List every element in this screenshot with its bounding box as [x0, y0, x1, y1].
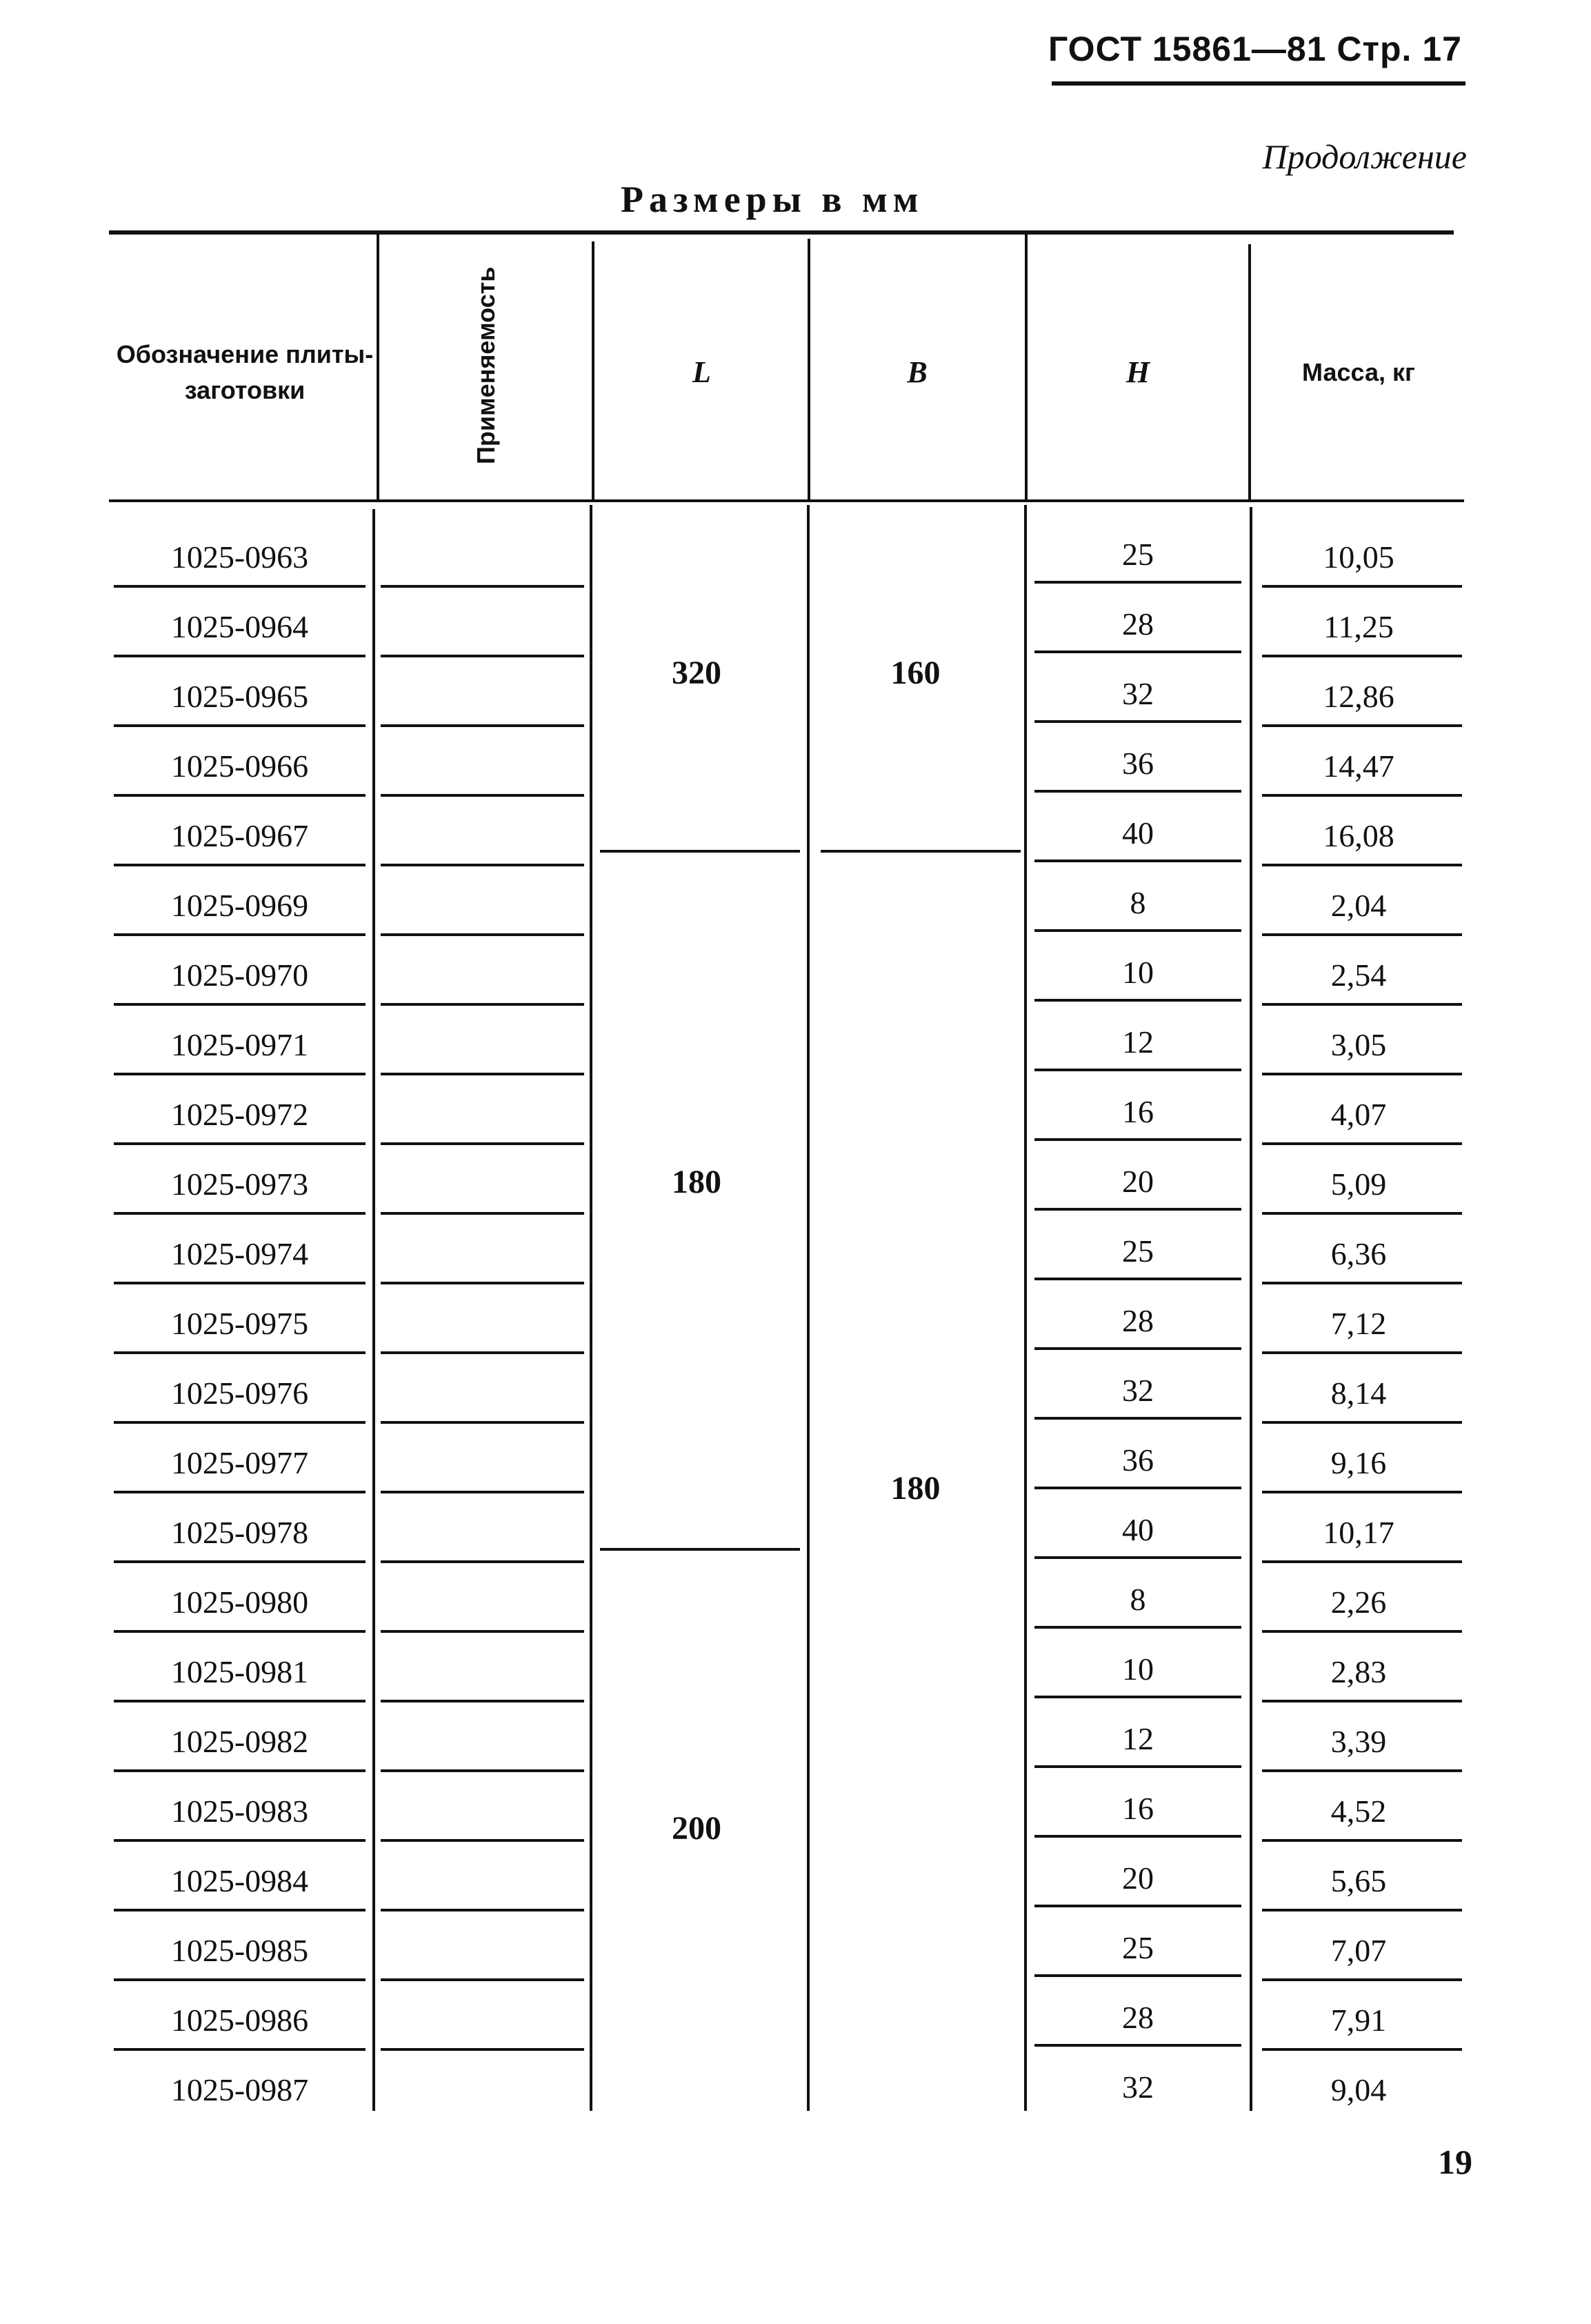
row-rule [1262, 1560, 1462, 1563]
row-designation: 1025-0969 [170, 888, 309, 923]
row-rule [381, 933, 584, 936]
row-mass: 7,07 [1330, 1933, 1387, 1968]
row-H: 25 [1122, 537, 1154, 572]
row-rule [381, 2048, 584, 2051]
row-H: 16 [1122, 1791, 1154, 1826]
row-designation: 1025-0970 [170, 957, 309, 993]
row-H: 32 [1122, 1373, 1154, 1408]
row-rule [1034, 650, 1241, 653]
row-designation: 1025-0981 [170, 1654, 309, 1689]
row-rule [1034, 1556, 1241, 1559]
row-rule [1034, 999, 1241, 1002]
row-rule [114, 1073, 366, 1075]
row-H: 36 [1122, 1442, 1154, 1478]
row-rule [114, 2048, 366, 2051]
row-rule [1262, 933, 1462, 936]
row-designation: 1025-0982 [170, 1724, 309, 1759]
row-designation: 1025-0983 [170, 1794, 309, 1829]
row-rule [1262, 1351, 1462, 1354]
row-rule [381, 864, 584, 866]
row-H: 12 [1122, 1024, 1154, 1060]
row-designation: 1025-0986 [170, 2003, 309, 2038]
group-L-180: 180 [672, 1164, 721, 1200]
row-designation: 1025-0963 [170, 539, 309, 575]
header-B: B [907, 355, 928, 389]
row-designation: 1025-0971 [170, 1027, 309, 1062]
row-rule [114, 794, 366, 797]
row-rule [1262, 1909, 1462, 1911]
row-rule [114, 933, 366, 936]
row-rule [1262, 1491, 1462, 1493]
row-H: 20 [1122, 1860, 1154, 1896]
group-separator [600, 1548, 800, 1551]
group-L-320: 320 [672, 655, 721, 691]
group-separator [821, 850, 1021, 853]
row-H: 28 [1122, 606, 1154, 642]
row-rule [114, 724, 366, 727]
row-rule [114, 1769, 366, 1772]
row-designation: 1025-0984 [170, 1863, 309, 1898]
row-rule [1034, 1347, 1241, 1350]
row-rule [1034, 1626, 1241, 1629]
group-L-200: 200 [672, 1810, 721, 1847]
row-designation: 1025-0974 [170, 1236, 309, 1271]
row-H: 40 [1122, 815, 1154, 851]
row-designation: 1025-0964 [170, 609, 309, 644]
row-rule [1034, 790, 1241, 793]
row-rule [1034, 929, 1241, 932]
row-rule [1034, 1974, 1241, 1977]
row-rule [114, 1560, 366, 1563]
col-divider [1024, 505, 1027, 2111]
row-designation: 1025-0977 [170, 1445, 309, 1480]
row-H: 25 [1122, 1930, 1154, 1965]
row-rule [381, 585, 584, 588]
row-mass: 4,07 [1330, 1097, 1387, 1132]
row-rule [114, 1142, 366, 1145]
row-mass: 10,17 [1323, 1515, 1394, 1550]
row-H: 32 [1122, 2069, 1154, 2105]
row-rule [1034, 1417, 1241, 1420]
row-mass: 5,09 [1330, 1166, 1387, 1202]
row-designation: 1025-0985 [170, 1933, 309, 1968]
row-rule [114, 655, 366, 657]
row-rule [381, 1978, 584, 1981]
row-mass: 2,04 [1330, 888, 1387, 923]
row-rule [114, 1839, 366, 1842]
row-mass: 16,08 [1323, 818, 1394, 853]
header-underline [1052, 81, 1465, 86]
document-header: ГОСТ 15861—81 Стр. 17 [1048, 30, 1462, 68]
row-rule [114, 1909, 366, 1911]
row-mass: 2,83 [1330, 1654, 1387, 1689]
row-rule [1034, 860, 1241, 862]
col-divider [1248, 244, 1251, 501]
row-rule [114, 585, 366, 588]
row-H: 20 [1122, 1164, 1154, 1199]
row-rule [114, 1630, 366, 1633]
row-rule [1262, 1421, 1462, 1424]
row-rule [1262, 585, 1462, 588]
col-divider [590, 505, 592, 2111]
row-mass: 5,65 [1330, 1863, 1387, 1898]
row-H: 12 [1122, 1721, 1154, 1756]
group-separator [600, 850, 800, 853]
row-H: 8 [1130, 1582, 1146, 1617]
row-designation: 1025-0980 [170, 1585, 309, 1620]
header-bottom-rule [109, 499, 1464, 502]
row-rule [1262, 1700, 1462, 1702]
group-B-160: 160 [890, 655, 941, 691]
row-rule [1262, 1769, 1462, 1772]
row-mass: 11,25 [1323, 609, 1394, 644]
row-mass: 6,36 [1330, 1236, 1387, 1271]
row-rule [381, 724, 584, 727]
row-rule [114, 864, 366, 866]
row-rule [114, 1282, 366, 1284]
row-H: 16 [1122, 1094, 1154, 1129]
row-H: 36 [1122, 746, 1154, 781]
header-designation: Обозначение плиты-заготовки [116, 340, 374, 404]
row-rule [114, 1978, 366, 1981]
row-rule [1034, 1278, 1241, 1280]
row-mass: 10,05 [1323, 539, 1394, 575]
row-designation: 1025-0987 [170, 2072, 309, 2107]
col-divider [1025, 235, 1028, 501]
row-rule [114, 1212, 366, 1215]
row-rule [1262, 1073, 1462, 1075]
row-designation: 1025-0973 [170, 1166, 309, 1202]
row-mass: 7,91 [1330, 2003, 1387, 2038]
row-rule [1262, 864, 1462, 866]
row-rule [381, 1630, 584, 1633]
row-rule [1262, 2048, 1462, 2051]
row-rule [114, 1003, 366, 1006]
row-H: 40 [1122, 1512, 1154, 1547]
row-H: 10 [1122, 955, 1154, 990]
row-rule [381, 1560, 584, 1563]
row-rule [1034, 720, 1241, 723]
row-rule [381, 1839, 584, 1842]
row-rule [381, 1282, 584, 1284]
header-applicability [383, 238, 590, 493]
row-mass: 9,04 [1330, 2072, 1387, 2107]
row-rule [381, 1491, 584, 1493]
row-rule [1262, 1839, 1462, 1842]
row-mass: 14,47 [1323, 748, 1394, 784]
row-rule [114, 1351, 366, 1354]
row-mass: 3,05 [1330, 1027, 1387, 1062]
row-H: 28 [1122, 2000, 1154, 2035]
row-rule [381, 1909, 584, 1911]
row-mass: 8,14 [1330, 1375, 1387, 1411]
row-rule [381, 1351, 584, 1354]
row-rule [1034, 1696, 1241, 1698]
header-L: L [692, 355, 711, 389]
header-H: H [1125, 355, 1150, 389]
col-divider [1250, 507, 1252, 2111]
row-rule [1034, 581, 1241, 584]
col-divider [807, 505, 810, 2111]
row-rule [1034, 2044, 1241, 2047]
row-rule [381, 1421, 584, 1424]
continuation-label: Продолжение [1262, 137, 1467, 176]
row-mass: 7,12 [1330, 1306, 1387, 1341]
page-number: 19 [1438, 2143, 1472, 2181]
row-rule [1034, 1487, 1241, 1489]
row-mass: 2,26 [1330, 1585, 1387, 1620]
header-mass: Масса, кг [1302, 358, 1415, 386]
row-rule [1034, 1905, 1241, 1907]
row-designation: 1025-0978 [170, 1515, 309, 1550]
units-caption: Размеры в мм [621, 179, 924, 220]
row-rule [1034, 1138, 1241, 1141]
row-rule [114, 1421, 366, 1424]
col-divider [372, 509, 375, 2111]
row-rule [1262, 655, 1462, 657]
row-rule [1262, 794, 1462, 797]
row-designation: 1025-0972 [170, 1097, 309, 1132]
row-H: 8 [1130, 885, 1146, 920]
row-rule [1262, 1282, 1462, 1284]
row-mass: 3,39 [1330, 1724, 1387, 1759]
row-rule [1262, 1978, 1462, 1981]
row-rule [381, 794, 584, 797]
row-rule [1262, 1142, 1462, 1145]
table-top-rule [109, 230, 1454, 235]
row-rule [381, 1142, 584, 1145]
row-rule [114, 1491, 366, 1493]
group-B-180: 180 [890, 1470, 941, 1507]
row-rule [1034, 1765, 1241, 1768]
row-rule [1262, 724, 1462, 727]
row-mass: 4,52 [1330, 1794, 1387, 1829]
row-rule [381, 655, 584, 657]
row-H: 10 [1122, 1651, 1154, 1687]
row-rule [381, 1769, 584, 1772]
col-divider [592, 241, 594, 501]
row-rule [1034, 1069, 1241, 1071]
col-divider [377, 235, 379, 501]
row-rule [1034, 1208, 1241, 1211]
row-rule [381, 1700, 584, 1702]
row-designation: 1025-0965 [170, 679, 309, 714]
row-designation: 1025-0966 [170, 748, 309, 784]
row-mass: 9,16 [1330, 1445, 1387, 1480]
row-rule [1262, 1003, 1462, 1006]
row-designation: 1025-0975 [170, 1306, 309, 1341]
row-mass: 2,54 [1330, 957, 1387, 993]
row-rule [381, 1003, 584, 1006]
header-applicability-text: Применяемость [472, 266, 500, 464]
row-H: 25 [1122, 1233, 1154, 1269]
row-mass: 12,86 [1323, 679, 1394, 714]
row-rule [381, 1212, 584, 1215]
row-H: 32 [1122, 676, 1154, 711]
col-divider [808, 239, 810, 501]
row-designation: 1025-0967 [170, 818, 309, 853]
row-H: 28 [1122, 1303, 1154, 1338]
row-rule [1262, 1630, 1462, 1633]
row-designation: 1025-0976 [170, 1375, 309, 1411]
row-rule [1034, 1835, 1241, 1838]
row-rule [114, 1700, 366, 1702]
row-rule [381, 1073, 584, 1075]
row-rule [1262, 1212, 1462, 1215]
